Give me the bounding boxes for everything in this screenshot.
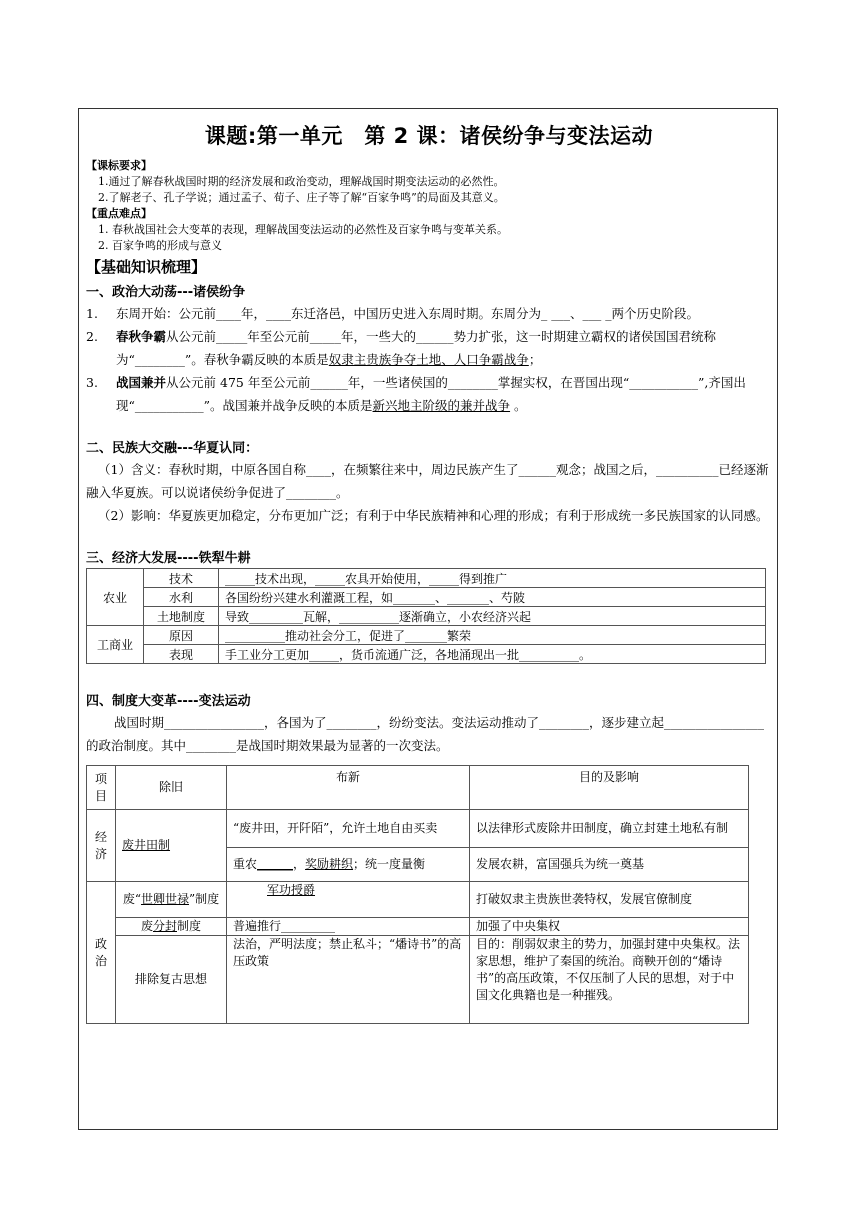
zz-r3-chujiu: 排除复古思想 [116,936,227,1024]
zhengzhi-cell: 政治 [87,882,116,1024]
row-key: 土地制度 [144,607,219,626]
section-2-heading: 二、民族大交融---华夏认同： [86,441,259,456]
zz-r3-mudi: 目的：削弱奴隶主的势力，加强封建中央集权。法家思想，维护了秦国的统治。商鞅开创的“燔诗书”的高压政策，不仅压制了人民的思想，对于中国文化典籍也是一种摧残。 [470,936,749,1024]
s1-item-1: 1. 东周开始：公元前____年，____东迁洛邑，中国历史进入东周时期。东周分为_ ___、___ _两个历史阶段。 [86,306,699,321]
jichu-heading: 【基础知识梳理】 [86,258,207,276]
jj-r1-mudi: 以法律形式废除井田制度，确立封建土地私有制 [470,810,749,848]
s1-item-2: 2. 春秋争霸从公元前_____年至公元前_____年，一些大的______势力扩张，这一时期建立霸权的诸侯国国君统称为“________”。春秋争霸反映的本质是奴隶主贵族争夺土地、人口争霸战争； [86,329,717,367]
jingji-cell: 经济 [87,810,116,882]
jj-r2-mudi: 发展农耕，富国强兵为统一奠基 [470,848,749,882]
jj-r2-buxin: 重农______，奖励耕织；统一度量衡 [227,848,470,882]
row-value: __________推动社会分工，促进了_______繁荣 [219,626,766,645]
zhongdian-item: 2. 百家争鸣的形成与意义 [98,239,222,252]
th-xiangmu: 项目 [87,766,116,810]
section-1-heading: 一、政治大动荡---诸侯纷争 [86,285,246,300]
th-chujiu: 除旧 [116,766,227,810]
row-value: 导致_________瓦解，__________逐渐确立，小农经济兴起 [219,607,766,626]
jj-r1-buxin: “废井田，开阡陌”，允许土地自由买卖 [227,810,470,848]
row-key: 水利 [144,588,219,607]
zz-r1-mudi: 打破奴隶主贵族世袭特权，发展官僚制度 [470,882,749,918]
nongye-cell: 农业 [87,569,144,626]
s4-paragraph: 战国时期________________，各国为了________，纷纷变法。变法运动推动了________，逐步建立起________________的政治制度。其中________是战国时期效果最为显著的一次变法。 [86,715,765,753]
row-value: _____技术出现，_____农具开始使用，_____得到推广 [219,569,766,588]
kebiao-item: 2.了解老子、孔子学说；通过孟子、荀子、庄子等了解“百家争鸣”的局面及其意义。 [98,191,505,204]
row-value: 手工业分工更加_____，货币流通广泛，各地涌现出一批__________。 [219,645,766,664]
zz-r1-buxin: 军功授爵 [227,882,470,918]
zz-r2-mudi: 加强了中央集权 [470,918,749,936]
zz-r3-buxin: 法治，严明法度；禁止私斗；“燔诗书”的高压政策 [227,936,470,1024]
section-4-heading: 四、制度大变革----变法运动 [86,694,251,709]
zz-r2-buxin: 普遍推行_________ [227,918,470,936]
row-value: 各国纷纷兴建水利灌溉工程，如_______、_______、芍陂 [219,588,766,607]
s2-paragraph-2: （2）影响：华夏族更加稳定，分布更加广泛；有利于中华民族精神和心理的形成；有利于形成统一多民族国家的认同感。 [98,508,769,523]
zhongdian-item: 1. 春秋战国社会大变革的表现，理解战国变法运动的必然性及百家争鸣与变革关系。 [98,223,508,236]
jj-chujiu: 废井田制 [116,810,227,882]
page-title: 课题:第一单元 第 2 课：诸侯纷争与变法运动 [204,124,654,148]
kebiao-heading: 【课标要求】 [86,159,152,172]
document-body [86,118,772,1024]
section-3-heading: 三、经济大发展----铁犁牛耕 [86,551,251,566]
zz-r2-chujiu: 废分封制度 [116,918,227,936]
row-key: 表现 [144,645,219,664]
s2-paragraph-1: （1）含义：春秋时期，中原各国自称____，在频繁往来中，周边民族产生了______观念；战国之后，__________已经逐渐融入华夏族。可以说诸侯纷争促进了________。 [86,462,769,500]
th-mudi: 目的及影响 [470,766,749,810]
s1-item-3: 3. 战国兼并从公元前 475 年至公元前______年，一些诸侯国的________掌握实权，在晋国出现“___________”,齐国出现“___________”。战国兼并战争反映的本质是新兴地主阶级的兼并战争 。 [86,375,746,413]
zz-r1-chujiu: 废“世卿世禄”制度 [116,882,227,918]
row-key: 原因 [144,626,219,645]
gongshang-cell: 工商业 [87,626,144,664]
reform-table [86,765,749,1024]
economy-table [86,568,766,664]
kebiao-item: 1.通过了解春秋战国时期的经济发展和政治变动，理解战国时期变法运动的必然性。 [98,175,505,188]
th-buxin: 布新 [227,766,470,810]
zhongdian-heading: 【重点难点】 [86,207,152,220]
row-key: 技术 [144,569,219,588]
